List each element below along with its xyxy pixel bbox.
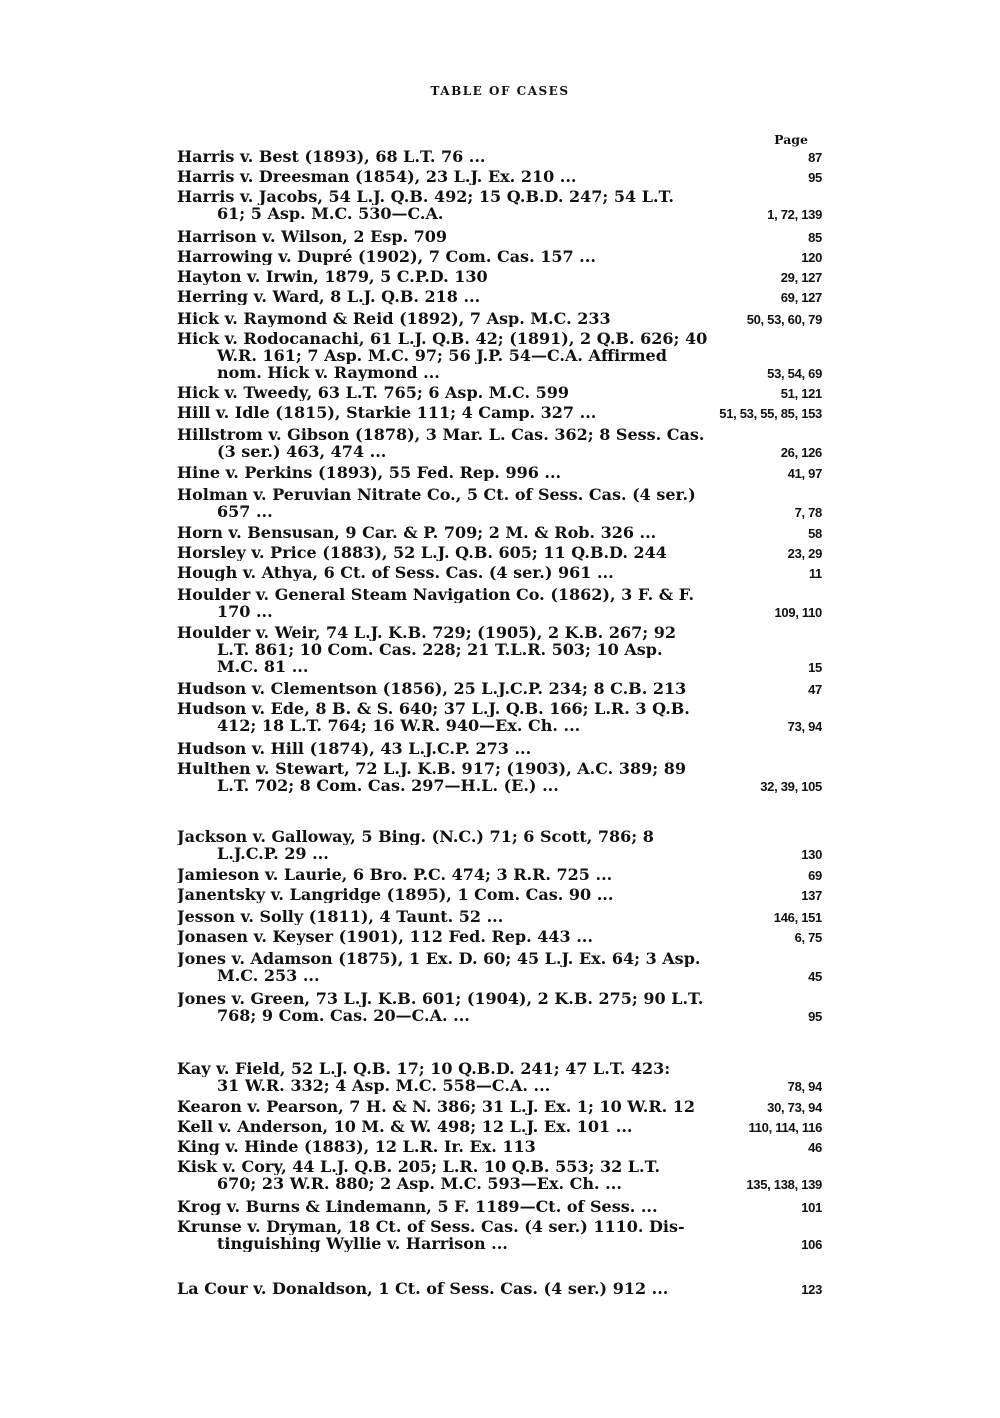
case-citation: Hudson v. Hill (1874), 43 L.J.C.P. 273 ... xyxy=(177,740,532,757)
case-citation: Jones v. Green, 73 L.J. K.B. 601; (1904), 2 K.B. 275; 90 L.T. xyxy=(177,990,704,1007)
case-citation: Hillstrom v. Gibson (1878), 3 Mar. L. Cas. 362; 8 Sess. Cas. xyxy=(177,426,705,443)
page-reference: 45 xyxy=(808,969,822,984)
case-citation: 412; 18 L.T. 764; 16 W.R. 940—Ex. Ch. ... xyxy=(217,717,581,734)
case-citation: Krunse v. Dryman, 18 Ct. of Sess. Cas. (4 ser.) 1110. Dis- xyxy=(177,1218,685,1235)
page-reference: 135, 138, 139 xyxy=(746,1177,822,1192)
case-citation: Hill v. Idle (1815), Starkie 111; 4 Camp. 327 ... xyxy=(177,404,597,421)
page-reference: 95 xyxy=(808,170,822,185)
case-line xyxy=(177,1007,822,1024)
case-entry xyxy=(177,886,822,903)
case-line xyxy=(177,1118,822,1135)
case-entry xyxy=(177,740,822,757)
case-entry xyxy=(177,228,822,245)
case-citation: M.C. 81 ... xyxy=(217,658,309,675)
page-reference: 109, 110 xyxy=(774,605,822,620)
case-citation: Harris v. Best (1893), 68 L.T. 76 ... xyxy=(177,148,486,165)
case-line xyxy=(177,680,822,697)
case-line xyxy=(177,866,822,883)
case-entry xyxy=(177,288,822,305)
case-citation: 61; 5 Asp. M.C. 530—C.A. xyxy=(217,205,444,222)
case-citation: 670; 23 W.R. 880; 2 Asp. M.C. 593—Ex. Ch. ... xyxy=(217,1175,622,1192)
case-citation: Jones v. Adamson (1875), 1 Ex. D. 60; 45 L.J. Ex. 64; 3 Asp. xyxy=(177,950,701,967)
case-citation: Hudson v. Ede, 8 B. & S. 640; 37 L.J. Q.B. 166; L.R. 3 Q.B. xyxy=(177,700,690,717)
case-entry xyxy=(177,1198,822,1215)
case-citation: Harrowing v. Dupré (1902), 7 Com. Cas. 157 ... xyxy=(177,248,596,265)
page-reference: 6, 75 xyxy=(794,930,822,945)
page-reference: 7, 78 xyxy=(794,505,822,520)
case-citation: Hick v. Raymond & Reid (1892), 7 Asp. M.C. 233 xyxy=(177,310,611,327)
case-line xyxy=(177,717,822,734)
case-line xyxy=(177,624,822,641)
case-line xyxy=(177,228,822,245)
case-citation: Herring v. Ward, 8 L.J. Q.B. 218 ... xyxy=(177,288,481,305)
case-entry xyxy=(177,1098,822,1115)
case-entry xyxy=(177,524,822,541)
case-line xyxy=(177,828,822,845)
case-citation: Jamieson v. Laurie, 6 Bro. P.C. 474; 3 R.R. 725 ... xyxy=(177,866,613,883)
page-reference: 46 xyxy=(808,1140,822,1155)
case-line xyxy=(177,384,822,401)
case-line xyxy=(177,586,822,603)
case-line xyxy=(177,1218,822,1235)
case-line xyxy=(177,524,822,541)
case-citation: Harris v. Dreesman (1854), 23 L.J. Ex. 210 ... xyxy=(177,168,577,185)
case-entry xyxy=(177,1280,822,1297)
page-reference: 51, 121 xyxy=(780,386,822,401)
case-citation: Jonasen v. Keyser (1901), 112 Fed. Rep. 443 ... xyxy=(177,928,593,945)
page-reference: 32, 39, 105 xyxy=(760,779,822,794)
case-line xyxy=(177,248,822,265)
page-reference: 11 xyxy=(808,566,822,581)
case-entry xyxy=(177,544,822,561)
case-line xyxy=(177,330,822,347)
case-citation: Kearon v. Pearson, 7 H. & N. 386; 31 L.J. Ex. 1; 10 W.R. 12 xyxy=(177,1098,696,1115)
case-line xyxy=(177,148,822,165)
case-citation: Houlder v. General Steam Navigation Co. (1862), 3 F. & F. xyxy=(177,586,695,603)
page-reference: 137 xyxy=(801,888,822,903)
case-line xyxy=(177,1060,822,1077)
case-line xyxy=(177,1280,822,1297)
case-entry xyxy=(177,928,822,945)
case-citation: nom. Hick v. Raymond ... xyxy=(217,364,440,381)
case-citation: L.J.C.P. 29 ... xyxy=(217,845,329,862)
case-line xyxy=(177,486,822,503)
case-citation: W.R. 161; 7 Asp. M.C. 97; 56 J.P. 54—C.A. Affirmed xyxy=(217,347,667,364)
page-reference: 110, 114, 116 xyxy=(748,1120,822,1135)
case-line xyxy=(177,950,822,967)
case-citation: Hick v. Rodocanachi, 61 L.J. Q.B. 42; (1891), 2 Q.B. 626; 40 xyxy=(177,330,708,347)
case-line xyxy=(177,700,822,717)
case-citation: Hine v. Perkins (1893), 55 Fed. Rep. 996 ... xyxy=(177,464,562,481)
case-line xyxy=(177,760,822,777)
case-entry xyxy=(177,426,822,460)
page-reference: 58 xyxy=(808,526,822,541)
case-line xyxy=(177,990,822,1007)
page-column-label: Page xyxy=(774,132,808,147)
case-entry xyxy=(177,404,822,421)
case-line xyxy=(177,740,822,757)
case-entry xyxy=(177,384,822,401)
case-line xyxy=(177,503,822,520)
page-reference: 120 xyxy=(801,250,822,265)
case-citation: Harris v. Jacobs, 54 L.J. Q.B. 492; 15 Q.B.D. 247; 54 L.T. xyxy=(177,188,674,205)
case-line xyxy=(177,777,822,794)
case-entry xyxy=(177,586,822,620)
page-reference: 50, 53, 60, 79 xyxy=(746,312,822,327)
case-citation: Kisk v. Cory, 44 L.J. Q.B. 205; L.R. 10 Q.B. 553; 32 L.T. xyxy=(177,1158,661,1175)
page-reference: 41, 97 xyxy=(787,466,822,481)
case-citation: Hayton v. Irwin, 1879, 5 C.P.D. 130 xyxy=(177,268,488,285)
case-entry xyxy=(177,990,822,1024)
case-line xyxy=(177,1158,822,1175)
case-line xyxy=(177,168,822,185)
case-entry xyxy=(177,1138,822,1155)
case-line xyxy=(177,908,822,925)
page-reference: 51, 53, 55, 85, 153 xyxy=(719,406,822,421)
case-citation: Hick v. Tweedy, 63 L.T. 765; 6 Asp. M.C. 599 xyxy=(177,384,570,401)
case-line xyxy=(177,205,822,222)
case-citation: Hudson v. Clementson (1856), 25 L.J.C.P. 234; 8 C.B. 213 xyxy=(177,680,687,697)
page-reference: 29, 127 xyxy=(780,270,822,285)
page-reference: 69 xyxy=(808,868,822,883)
page-reference: 15 xyxy=(808,660,822,675)
case-line xyxy=(177,404,822,421)
case-line xyxy=(177,1098,822,1115)
case-citation: Kell v. Anderson, 10 M. & W. 498; 12 L.J. Ex. 101 ... xyxy=(177,1118,633,1135)
case-citation: Janentsky v. Langridge (1895), 1 Com. Cas. 90 ... xyxy=(177,886,614,903)
case-line xyxy=(177,310,822,327)
case-entry xyxy=(177,760,822,794)
case-citation: Houlder v. Weir, 74 L.J. K.B. 729; (1905), 2 K.B. 267; 92 xyxy=(177,624,676,641)
page-reference: 73, 94 xyxy=(787,719,822,734)
case-entry xyxy=(177,950,822,984)
case-line xyxy=(177,268,822,285)
case-citation: La Cour v. Donaldson, 1 Ct. of Sess. Cas. (4 ser.) 912 ... xyxy=(177,1280,669,1297)
case-line xyxy=(177,464,822,481)
case-entry xyxy=(177,866,822,883)
case-citation: 31 W.R. 332; 4 Asp. M.C. 558—C.A. ... xyxy=(217,1077,551,1094)
case-citation: Holman v. Peruvian Nitrate Co., 5 Ct. of Sess. Cas. (4 ser.) xyxy=(177,486,696,503)
case-line xyxy=(177,658,822,675)
case-entry xyxy=(177,700,822,734)
case-citation: (3 ser.) 463, 474 ... xyxy=(217,443,387,460)
case-citation: Horn v. Bensusan, 9 Car. & P. 709; 2 M. & Rob. 326 ... xyxy=(177,524,657,541)
case-line xyxy=(177,1235,822,1252)
case-citation: 657 ... xyxy=(217,503,273,520)
case-citation: Hough v. Athya, 6 Ct. of Sess. Cas. (4 ser.) 961 ... xyxy=(177,564,614,581)
case-line xyxy=(177,641,822,658)
case-line xyxy=(177,928,822,945)
case-entry xyxy=(177,828,822,862)
case-citation: Horsley v. Price (1883), 52 L.J. Q.B. 605; 11 Q.B.D. 244 xyxy=(177,544,667,561)
case-line xyxy=(177,544,822,561)
case-line xyxy=(177,1198,822,1215)
case-line xyxy=(177,1077,822,1094)
case-entry xyxy=(177,248,822,265)
page-reference: 85 xyxy=(808,230,822,245)
case-citation: Harrison v. Wilson, 2 Esp. 709 xyxy=(177,228,448,245)
page-reference: 26, 126 xyxy=(780,445,822,460)
page-reference: 30, 73, 94 xyxy=(767,1100,822,1115)
case-citation: 170 ... xyxy=(217,603,273,620)
case-line xyxy=(177,603,822,620)
case-entry xyxy=(177,564,822,581)
page-reference: 95 xyxy=(808,1009,822,1024)
case-line xyxy=(177,967,822,984)
case-citation: Hulthen v. Stewart, 72 L.J. K.B. 917; (1903), A.C. 389; 89 xyxy=(177,760,686,777)
case-line xyxy=(177,188,822,205)
case-line xyxy=(177,564,822,581)
case-entry xyxy=(177,1218,822,1252)
case-line xyxy=(177,426,822,443)
page-reference: 123 xyxy=(801,1282,822,1297)
case-citation: Jackson v. Galloway, 5 Bing. (N.C.) 71; 6 Scott, 786; 8 xyxy=(177,828,654,845)
page-reference: 53, 54, 69 xyxy=(767,366,822,381)
case-citation: L.T. 861; 10 Com. Cas. 228; 21 T.L.R. 503; 10 Asp. xyxy=(217,641,663,658)
case-line xyxy=(177,886,822,903)
case-citation: King v. Hinde (1883), 12 L.R. Ir. Ex. 113 xyxy=(177,1138,536,1155)
case-citation: M.C. 253 ... xyxy=(217,967,320,984)
page-title: TABLE OF CASES xyxy=(430,84,570,98)
case-entry xyxy=(177,168,822,185)
page-reference: 47 xyxy=(808,682,822,697)
page-reference: 106 xyxy=(801,1237,822,1252)
case-line xyxy=(177,1175,822,1192)
case-citation: Krog v. Burns & Lindemann, 5 F. 1189—Ct. of Sess. ... xyxy=(177,1198,658,1215)
case-entry xyxy=(177,1118,822,1135)
case-entry xyxy=(177,148,822,165)
page-reference: 130 xyxy=(801,847,822,862)
case-citation: Jesson v. Solly (1811), 4 Taunt. 52 ... xyxy=(177,908,504,925)
case-entry xyxy=(177,310,822,327)
case-line xyxy=(177,288,822,305)
case-entry xyxy=(177,624,822,675)
page-reference: 146, 151 xyxy=(773,910,822,925)
case-entry xyxy=(177,680,822,697)
page-reference: 78, 94 xyxy=(787,1079,822,1094)
case-entry xyxy=(177,908,822,925)
case-line xyxy=(177,1138,822,1155)
case-citation: 768; 9 Com. Cas. 20—C.A. ... xyxy=(217,1007,470,1024)
case-line xyxy=(177,364,822,381)
case-line xyxy=(177,845,822,862)
page-reference: 1, 72, 139 xyxy=(767,207,822,222)
case-citation: Kay v. Field, 52 L.J. Q.B. 17; 10 Q.B.D. 241; 47 L.T. 423: xyxy=(177,1060,671,1077)
case-citation: tinguishing Wyllie v. Harrison ... xyxy=(217,1235,508,1252)
page-reference: 23, 29 xyxy=(787,546,822,561)
page-reference: 101 xyxy=(801,1200,822,1215)
case-entry xyxy=(177,330,822,381)
page-reference: 87 xyxy=(808,150,822,165)
page-reference: 69, 127 xyxy=(780,290,822,305)
case-entry xyxy=(177,486,822,520)
case-entry xyxy=(177,464,822,481)
case-entry xyxy=(177,1158,822,1192)
case-entry xyxy=(177,1060,822,1094)
case-line xyxy=(177,443,822,460)
case-entry xyxy=(177,188,822,222)
case-entry xyxy=(177,268,822,285)
case-line xyxy=(177,347,822,364)
case-citation: L.T. 702; 8 Com. Cas. 297—H.L. (E.) ... xyxy=(217,777,559,794)
